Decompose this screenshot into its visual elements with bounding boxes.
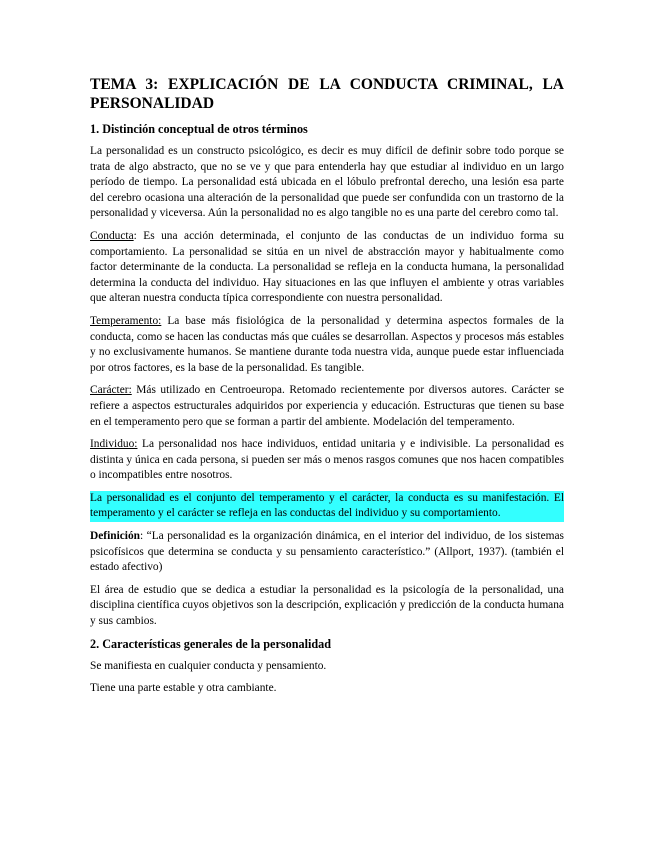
definicion-term: Definición bbox=[90, 530, 140, 543]
caracter-term: Carácter: bbox=[90, 384, 132, 397]
caracter-paragraph bbox=[90, 383, 564, 430]
temperamento-term: Temperamento: bbox=[90, 314, 162, 327]
conducta-term: Conducta bbox=[90, 229, 134, 242]
definicion-text: : “La personalidad es la organización dinámica, en el interior del individuo, de los sistemas psicofísicos que determina se conducta y su pensamiento característico.” (Allport, 1937). (también el estado afectivo) bbox=[90, 530, 564, 574]
highlighted-paragraph: La personalidad es el conjunto del temperamento y el carácter, la conducta es su manifestación. El temperamento y el carácter se refleja en las conductas del individuo y su comportamiento. bbox=[90, 491, 564, 522]
caracter-text: Más utilizado en Centroeuropa. Retomado recientemente por diversos autores. Carácter se refiere a aspectos estructurales adquiridos por experiencia y educación. Estructuras que tienen su base en el temperamento pero que se forman a partir del ambiente. Modelación del temperamento. bbox=[90, 384, 564, 428]
conducta-paragraph bbox=[90, 229, 564, 307]
area-paragraph: El área de estudio que se dedica a estudiar la personalidad es la psicología de la personalidad, una disciplina científica cuyos objetivos son la descripción, explicación y predicción de la conducta humana y sus cambios. bbox=[90, 583, 564, 628]
intro-paragraph: La personalidad es un constructo psicológico, es decir es muy difícil de definir sobre todo porque se trata de algo abstracto, que no se ve y que para entenderla hay que estudiar al individuo en un largo período de tiempo. La personalidad está ubicada en el lóbulo prefrontal derecho, una lesión esa parte del cerebro ocasiona una alteración de la personalidad que puede ser confundida con un trastorno de la personalidad y viceversa. Aún la personalidad no es algo tangible no es una parte del cerebro como tal. bbox=[90, 145, 564, 220]
document-title: TEMA 3: EXPLICACIÓN DE LA CONDUCTA CRIMINAL, LA PERSONALIDAD bbox=[90, 76, 564, 112]
temperamento-paragraph bbox=[90, 314, 564, 376]
section-2-item-2: Tiene una parte estable y otra cambiante. bbox=[90, 682, 277, 695]
individuo-paragraph bbox=[90, 437, 564, 484]
section-2-heading: 2. Características generales de la personalidad bbox=[90, 636, 332, 651]
individuo-term: Individuo: bbox=[90, 438, 138, 451]
section-2-item-1: Se manifiesta en cualquier conducta y pensamiento. bbox=[90, 659, 327, 672]
section-1-heading: 1. Distinción conceptual de otros términos bbox=[90, 122, 308, 136]
temperamento-text: La base más fisiológica de la personalidad y determina aspectos formales de la conducta, como se hacen las conductas más que cuáles se desarrollan. Aspectos y procesos más estables y no exclusivamente humanos. Se mantiene durante toda nuestra vida, aunque puede estar influenciada por otros factores, es la base de la personalidad. Es tangible. bbox=[90, 314, 564, 374]
document-content bbox=[90, 75, 564, 704]
individuo-text: La personalidad nos hace individuos, entidad unitaria y e indivisible. La personalidad es distinta y única en cada persona, si pueden ser más o menos rasgos comunes que nos hacen compatibles o incompatibles entre nosotros. bbox=[90, 438, 564, 482]
definicion-paragraph bbox=[90, 529, 564, 576]
conducta-text: : Es una acción determinada, el conjunto de las conductas de un individuo forma su comportamiento. La personalidad se sitúa en un nivel de abstracción mayor y habitualmente como factor determinante de la conducta. La personalidad se refleja en la conducta humana, la personalidad determina la conducta del individuo. Hay situaciones en las que influyen el ambiente y otras variables que alteran nuestra conducta típica correspondiente con nuestra personalidad. bbox=[90, 229, 564, 305]
